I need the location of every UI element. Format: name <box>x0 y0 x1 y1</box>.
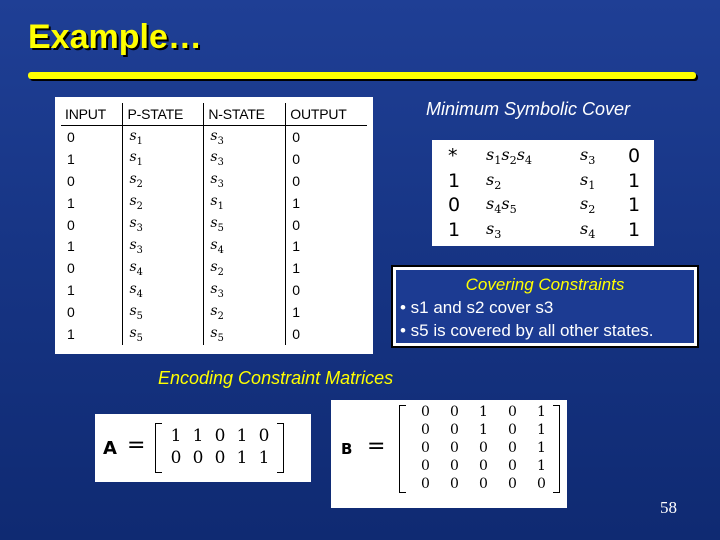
matrix-entry: 0 <box>450 476 459 492</box>
matrix-b-name: B <box>341 440 353 458</box>
matrix-entry: 0 <box>421 422 430 438</box>
matrix-entry: 1 <box>537 458 546 474</box>
cover-next-state: $s_2$ <box>580 194 596 217</box>
matrix-entry: 0 <box>214 426 226 446</box>
slide-number: 58 <box>660 498 677 517</box>
cover-row <box>448 169 640 194</box>
table-row <box>61 192 367 214</box>
right-bracket <box>277 423 284 473</box>
cover-present-states: $s_3$ <box>486 218 502 241</box>
n-state-cell: $s_2$ <box>204 257 286 279</box>
input-cell: 0 <box>61 257 123 279</box>
p-state-cell: $s_5$ <box>123 323 204 345</box>
input-cell: 0 <box>61 126 123 148</box>
matrix-entry: 0 <box>450 404 459 420</box>
cover-row <box>448 144 640 169</box>
table-row <box>61 214 367 236</box>
matrix-b-panel <box>331 400 567 508</box>
input-cell: 0 <box>61 301 123 323</box>
cover-present-states: $s_4s_5$ <box>486 194 517 217</box>
output-cell: 0 <box>292 172 301 189</box>
table-row <box>61 323 367 345</box>
equals-sign: = <box>127 433 146 458</box>
output-cell: 0 <box>292 325 301 342</box>
output-cell: 1 <box>292 260 301 277</box>
input-cell: 1 <box>61 235 123 257</box>
matrix-entry: 1 <box>479 404 488 420</box>
matrix-entry: 0 <box>450 440 459 456</box>
cover-input: * <box>448 145 458 168</box>
matrix-entry: 1 <box>236 448 248 468</box>
table-row <box>61 279 367 301</box>
matrix-entry: 0 <box>479 458 488 474</box>
matrix-entry: 1 <box>537 440 546 456</box>
output-cell: 0 <box>292 282 301 299</box>
n-state-cell: $s_2$ <box>204 301 286 323</box>
cover-label: Minimum Symbolic Cover <box>426 99 631 119</box>
matrix-entry: 0 <box>258 426 270 446</box>
n-state-cell: $s_3$ <box>204 148 286 170</box>
state-transition-table <box>55 97 373 354</box>
n-state-cell: $s_5$ <box>204 323 286 345</box>
table-row <box>61 148 367 170</box>
right-bracket <box>553 405 560 493</box>
matrix-a-name: A <box>103 438 117 459</box>
slide-title: Example… <box>28 18 202 56</box>
cover-next-state: $s_3$ <box>580 145 596 168</box>
encoding-label: Encoding Constraint Matrices <box>158 368 394 388</box>
title-underline <box>28 72 696 79</box>
cover-present-states: $s_1s_2s_4$ <box>486 145 533 168</box>
header-output: OUTPUT <box>286 103 367 126</box>
p-state-cell: $s_2$ <box>123 170 204 192</box>
matrix-entry: 1 <box>170 426 182 446</box>
cover-row <box>448 193 640 218</box>
cover-input: 1 <box>448 169 461 192</box>
matrix-entry: 0 <box>537 476 546 492</box>
matrix-entry: 0 <box>421 404 430 420</box>
cover-next-state: $s_4$ <box>580 218 596 241</box>
output-cell: 0 <box>292 216 301 233</box>
matrix-entry: 0 <box>479 440 488 456</box>
cover-output: 1 <box>628 194 641 217</box>
matrix-a-panel <box>95 414 311 482</box>
p-state-cell: $s_1$ <box>123 126 204 148</box>
matrix-entry: 1 <box>192 426 204 446</box>
matrix-entry: 0 <box>421 440 430 456</box>
left-bracket <box>155 423 162 473</box>
input-cell: 1 <box>61 323 123 345</box>
n-state-cell: $s_3$ <box>204 126 286 148</box>
table-row <box>61 301 367 323</box>
cover-output: 0 <box>628 145 641 168</box>
header-n-state: N-STATE <box>204 103 286 126</box>
input-cell: 0 <box>61 170 123 192</box>
cover-output: 1 <box>628 169 641 192</box>
constraints-heading: Covering Constraints <box>465 275 625 294</box>
cover-input: 1 <box>448 218 461 241</box>
cover-next-state: $s_1$ <box>580 169 596 192</box>
p-state-cell: $s_4$ <box>123 257 204 279</box>
input-cell: 1 <box>61 192 123 214</box>
constraint-line: • s1 and s2 cover s3 <box>400 298 554 317</box>
matrix-entry: 1 <box>537 404 546 420</box>
matrix-entry: 1 <box>236 426 248 446</box>
table-header-row <box>61 103 367 126</box>
n-state-cell: $s_5$ <box>204 214 286 236</box>
input-cell: 1 <box>61 279 123 301</box>
output-cell: 0 <box>292 128 301 145</box>
matrix-entry: 0 <box>450 422 459 438</box>
cover-row <box>448 218 640 243</box>
p-state-cell: $s_1$ <box>123 148 204 170</box>
header-input: INPUT <box>61 103 123 126</box>
equals-sign: = <box>367 434 386 459</box>
matrix-entry: 0 <box>421 458 430 474</box>
left-bracket <box>399 405 406 493</box>
matrix-entry: 0 <box>508 476 517 492</box>
table-row <box>61 257 367 279</box>
cover-present-states: $s_2$ <box>486 169 502 192</box>
input-cell: 1 <box>61 148 123 170</box>
table-row <box>61 235 367 257</box>
output-cell: 0 <box>292 150 301 167</box>
n-state-cell: $s_4$ <box>204 235 286 257</box>
table-row <box>61 126 367 148</box>
matrix-entry: 1 <box>258 448 270 468</box>
covering-constraints-box <box>391 265 699 348</box>
p-state-cell: $s_5$ <box>123 301 204 323</box>
matrix-entry: 0 <box>508 458 517 474</box>
n-state-cell: $s_3$ <box>204 170 286 192</box>
matrix-entry: 0 <box>508 404 517 420</box>
matrix-entry: 0 <box>508 440 517 456</box>
p-state-cell: $s_4$ <box>123 279 204 301</box>
p-state-cell: $s_3$ <box>123 214 204 236</box>
header-p-state: P-STATE <box>123 103 204 126</box>
input-cell: 0 <box>61 214 123 236</box>
output-cell: 1 <box>292 194 301 211</box>
matrix-entry: 1 <box>537 422 546 438</box>
output-cell: 1 <box>292 304 301 321</box>
p-state-cell: $s_3$ <box>123 235 204 257</box>
symbolic-cover <box>432 140 654 246</box>
cover-output: 1 <box>628 218 641 241</box>
output-cell: 1 <box>292 238 301 255</box>
matrix-entry: 0 <box>170 448 182 468</box>
matrix-a-grid <box>165 426 275 470</box>
matrix-entry: 0 <box>479 476 488 492</box>
matrix-entry: 0 <box>450 458 459 474</box>
matrix-entry: 0 <box>214 448 226 468</box>
n-state-cell: $s_3$ <box>204 279 286 301</box>
matrix-entry: 0 <box>421 476 430 492</box>
matrix-b-grid <box>411 404 556 494</box>
table-row <box>61 170 367 192</box>
matrix-entry: 0 <box>192 448 204 468</box>
n-state-cell: $s_1$ <box>204 192 286 214</box>
matrix-entry: 1 <box>479 422 488 438</box>
constraint-line: • s5 is covered by all other states. <box>400 321 654 340</box>
matrix-entry: 0 <box>508 422 517 438</box>
p-state-cell: $s_2$ <box>123 192 204 214</box>
cover-input: 0 <box>448 194 461 217</box>
